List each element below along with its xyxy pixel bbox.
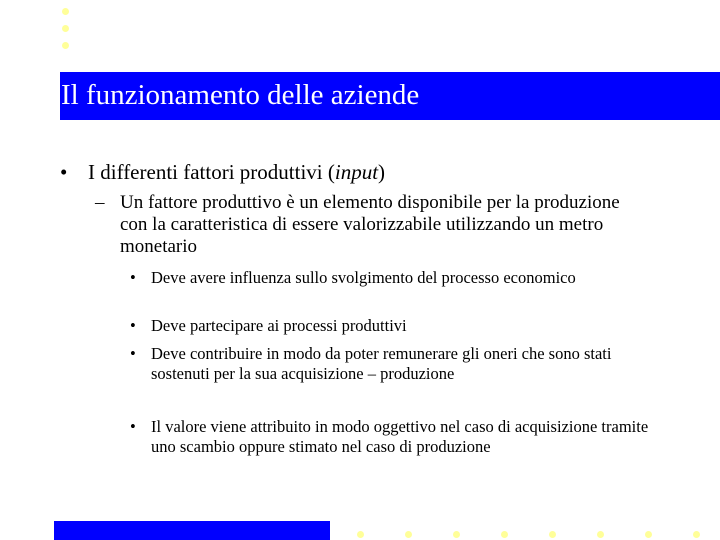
slide-title: Il funzionamento delle aziende	[61, 79, 420, 111]
decor-dot	[453, 531, 460, 538]
point-italic-term: input	[334, 160, 379, 184]
bullet-point	[60, 160, 688, 184]
decor-dot	[693, 531, 700, 538]
sub-sub-point	[130, 316, 651, 336]
decor-dot	[357, 531, 364, 538]
footer-bar	[54, 521, 330, 540]
sub-sub-point	[130, 344, 651, 384]
decor-dot	[501, 531, 508, 538]
dash-icon: –	[95, 192, 105, 213]
bullet-icon: •	[130, 316, 136, 335]
bullet-icon: •	[130, 268, 136, 287]
sub-sub-point-text: Il valore viene attribuito in modo oggettivo nel caso di acquisizione tramite uno scambio oppure stimato nel caso di produzione	[151, 417, 649, 456]
sub-sub-point-text: Deve contribuire in modo da poter remunerare gli oneri che sono stati sostenuti per la sua acquisizione – produzione	[151, 344, 612, 383]
sub-sub-point	[130, 268, 651, 288]
bullet-icon: •	[60, 160, 68, 184]
bullet-icon: •	[130, 344, 136, 363]
decor-dot	[645, 531, 652, 538]
sub-point	[95, 192, 620, 258]
bullet-icon: •	[130, 417, 136, 436]
sub-sub-point-text: Deve partecipare ai processi produttivi	[151, 316, 407, 335]
decor-dot	[597, 531, 604, 538]
sub-sub-point-text: Deve avere influenza sullo svolgimento del processo economico	[151, 268, 576, 287]
sub-point-text: Un fattore produttivo è un elemento disponibile per la produzione con la caratteristica di essere valorizzabile utilizzando un metro monetario	[120, 192, 620, 257]
decor-dot	[405, 531, 412, 538]
sub-sub-point	[130, 417, 651, 457]
point-text-end: )	[378, 160, 386, 184]
point-text: I differenti fattori produttivi (	[88, 160, 335, 184]
decor-dot	[549, 531, 556, 538]
